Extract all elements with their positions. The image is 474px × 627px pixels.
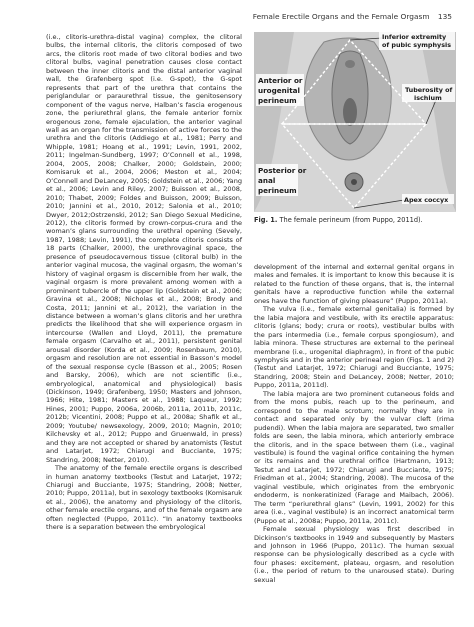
label-pubic: of pubic symphysis bbox=[382, 41, 452, 49]
figure-perineum bbox=[254, 32, 456, 212]
right-column bbox=[254, 263, 454, 584]
left-column bbox=[46, 33, 242, 532]
label-inferior: Inferior extremity bbox=[382, 33, 447, 41]
right-paragraph-2: The vulva (i.e., female external genitalia) is formed by the labia majora and vestibule, with its erectile apparatus: clitoris (glans; body; crura or roots), vestibular bulbs with the pars intermedia (i.e., female corpus spongiosum), and labia minora. These structures are external to the perineal membrane (i.e., urogenital diaphragm), in front of the pubic symphysis and in the anterior perineal region (Figs. 1 and 2) (Testut and Latarjet, 1972; Chiarugi and Bucciante, 1975; Standring, 2008; Stein and DeLancey, 2008; Netter, 2010; Puppo, 2011a, 2011d). bbox=[254, 305, 454, 390]
label-perineum-anterior: perineum bbox=[258, 96, 297, 105]
right-paragraph-3: The labia majora are two prominent cutaneous folds and from the mons pubis, reach up to the perineum, and correspond to the male scrotum; normally they are in contact and separated only by the vulvar cleft (rima pudendi). When the labia majora are separated, two smaller folds are seen, the labia minora, which anteriorly embrace the clitoris, and in the space between them (i.e., vaginal vestibule) is found the vaginal orifice containing the hymen or its remains and the urethral orifice (Hartmann, 1913; Testut and Latarjet, 1972; Chiarugi and Bucciante, 1975; Friedman et al., 2004; Standring, 2008). The mucosa of the vaginal vestibule, which originates from the embryonic endoderm, is nonkeratinized (Farage and Maibach, 2006). The term “periurethral glans” (Levin, 1991, 2002) for this area (i.e., vaginal vestibule) is an incorrect anatomical term (Puppo et al., 2008a; Puppo, 2011a, 2011c). bbox=[254, 389, 454, 525]
label-urogenital: urogenital bbox=[258, 86, 300, 95]
label-posterior: Posterior or bbox=[258, 166, 307, 175]
left-paragraph-1: (i.e., clitoris-urethra-distal vagina) complex, the clitoral bulbs, the internal clitoris, the clitoris composed of two arcs, the clitoris root made of two clitoral bodies and two clitoral bulbs, vaginal penetration causes close contact between the inner clitoris and the distal anterior vaginal wall, the Grafenberg spot (i.e. G-spot), the G-spot represents that part of the urethra that contains the periglandular or paraurethral tissue, the genitosensory component of the vagus nerve, Halban’s fascia erogenous zone, the periurethral glans, the female anterior fornix erogenous zone, female ejaculation, the anterior vaginal wall as an organ for the transmission of active forces to the urethra and the clitoris (Addiego et al., 1981; Perry and Whipple, 1981; Hoang et al., 1991; Levin, 1991, 2002, 2011; Ingelman-Sundberg, 1997; O’Connell et al., 1998, 2004, 2005, 2008; Chalker, 2000; Goldstein, 2000; Komisaruk et al., 2004, 2006; Meston et al., 2004; O’Connell and DeLancey, 2005; Goldstein et al., 2006; Yang et al., 2006; Levin and Riley, 2007; Buisson et al., 2008, 2010; Thabet, 2009; Foldes and Buisson, 2009; Buisson, 2010; Jannini et al., 2010, 2012; Salonia et al., 2010; Dwyer, 2012;Ostrzenski, 2012; San Diego Sexual Medicine, 2012), the clitoris formed by crown-corpus-crura and the woman’s glans surrounding the urethral opening (Sevely, 1987, 1988; Levin, 1991), the complete clitoris consists of 18 parts (Chalker, 2000), the urethrovaginal space, the presence of pseudocavernous tissue (clitoral bulb) in the anterior vaginal mucosa, the vaginal orgasm, the woman’s history of vaginal orgasm is discernible from her walk, the vaginal orgasm is more prevalent among women with a prominent tubercle of the upper lip (Goldstein et al., 2006; Gravina et al., 2008; Nicholas et al., 2008; Brody and Costa, 2011; Jannini et al., 2012), the variation in the distance between a woman’s glans clitoris and her urethra predicts the likelihood that she will experience orgasm in intercourse (Wallen and Lloyd, 2011), the premature female orgasm (Carvalho et al., 2011), persistent genital arousal disorder (Korda et al., 2009; Rosenbaum, 2010), orgasm and resolution are not essential in Basson’s model of the sexual response cycle (Basson et al., 2005; Rosen and Barsky, 2006), which are not scientific (i.e., embryological, anatomical and physiological) basis (Dickinson, 1949; Grafenberg, 1950; Masters and Johnson, 1966; Hite, 1981; Masters et al., 1988; Laqueur, 1992; Hines, 2001; Puppo, 2006a, 2006b, 2011a, 2011b, 2011c, 2012b; Vicentini, 2008; Puppo et al., 2008a; Shafik et al., 2009; Youtube/ newsexology, 2009, 2010; Magnin, 2010; Kilchevsky et al., 2012; Puppo and Gruenwald, in press) and they are not accepted or shared by anatomists (Testut and Latarjet, 1972; Chiarugi and Bucciante, 1975; Standring, 2008; Netter, 2010). bbox=[46, 33, 242, 464]
right-paragraph-4: Female sexual physiology was first described in Dickinson’s textbooks in 1949 and subsequently by Masters and Johnson in 1966 (Puppo, 2011c). The human sexual response can be physiologically described as a cycle with four phases: excitement, plateau, orgasm, and resolution (i.e., the period of return to the unaroused state). During sexual bbox=[254, 525, 454, 584]
left-paragraph-2: The anatomy of the female erectile organs is described in human anatomy textbooks (Testut and Latarjet, 1972; Chiarugi and Bucciante, 1975; Standring, 2008; Netter, 2010; Puppo, 2011a), but in sexology textbooks (Komisaruk et al., 2006), the anatomy and physiology of the clitoris, other female erectile organs, and of the female orgasm are often neglected (Puppo, 2011c). “In anatomy textbooks there is a separation between the embryological bbox=[46, 464, 242, 532]
caption-text: The female perineum (from Puppo, 2011d). bbox=[279, 216, 423, 224]
perineum-illustration bbox=[254, 32, 456, 212]
caption-label: Fig. 1. bbox=[254, 216, 278, 224]
label-perineum-posterior: perineum bbox=[258, 186, 297, 195]
label-anal: anal bbox=[258, 176, 276, 185]
running-head bbox=[253, 12, 452, 21]
figure-caption bbox=[254, 216, 454, 224]
right-paragraph-1: development of the internal and external genital organs in males and females. It is important to know this because it is related to the function of these organs, that is, the internal genitals have a reproductive function while the external ones have the function of giving pleasure” (Puppo, 2011a). bbox=[254, 263, 454, 305]
page-number: 135 bbox=[437, 12, 452, 21]
label-ischium: ischium bbox=[414, 94, 442, 102]
running-title: Female Erectile Organs and the Female Orgasm bbox=[252, 12, 430, 21]
label-anterior: Anterior or bbox=[258, 76, 303, 85]
label-coccyx: Apex coccyx bbox=[404, 196, 449, 204]
label-tuberosity: Tuberosity of bbox=[405, 86, 453, 94]
